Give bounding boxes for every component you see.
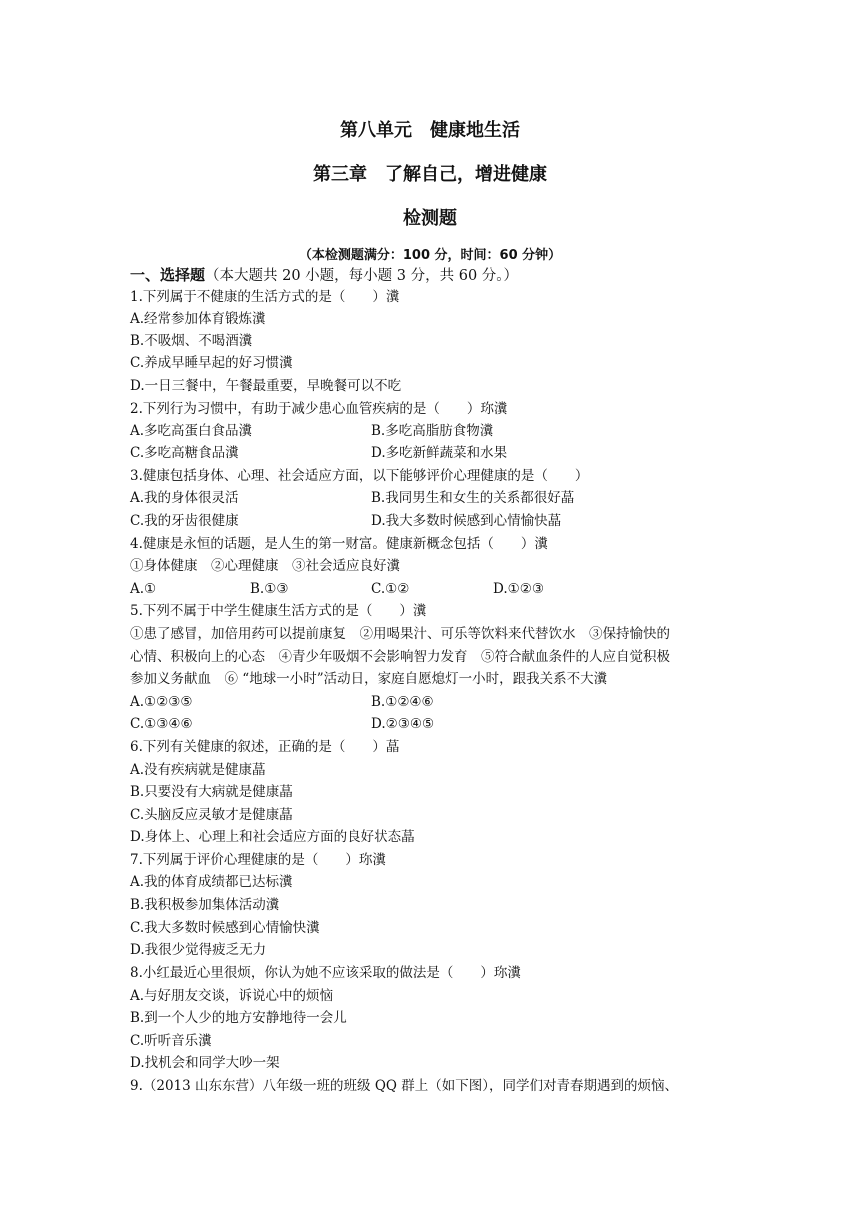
question-7-option-c: C.我大多数时候感到心情愉快瀵 <box>130 920 320 936</box>
question-8-option-a: A.与好朋友交谈，诉说心中的烦恼 <box>130 988 334 1004</box>
question-7-option-b: B.我积极参加集体活动瀵 <box>130 897 280 913</box>
question-3-option-c: C.我的牙齿很健康 <box>130 513 239 529</box>
unit-title: 第八单元 健康地生活 <box>340 120 520 141</box>
question-3-option-a: A.我的身体很灵活 <box>130 490 239 506</box>
question-3-option-d: D.我大多数时候感到心情愉快蕌 <box>371 513 562 529</box>
question-4-option-a: A.① <box>130 581 157 597</box>
question-6-option-d: D.身体上、心理上和社会适应方面的良好状态蕌 <box>130 829 415 845</box>
section-heading <box>130 264 518 285</box>
question-2-stem: 2.下列行为习惯中，有助于减少患心血管疾病的是（ ）珎瀵 <box>130 401 508 417</box>
question-6-option-c: C.头脑反应灵敏才是健康蕌 <box>130 807 293 823</box>
question-5-option-a: A.①②③⑤ <box>130 694 193 710</box>
question-3-stem: 3.健康包括身体、心理、社会适应方面，以下能够评价心理健康的是（ ） <box>130 468 589 484</box>
question-1-option-b: B.不吸烟、不喝酒瀵 <box>130 333 253 349</box>
section-description: （本大题共 20 小题，每小题 3 分，共 60 分。） <box>205 268 519 284</box>
question-2-option-b: B.多吃高脂肪食物瀵 <box>371 423 494 439</box>
question-5-line-3: 参加义务献血 ⑥ “地球一小时”活动日，家庭自愿熄灯一小时，跟我关系不大瀵 <box>130 671 608 687</box>
question-1-option-d: D.一日三餐中，午餐最重要，早晚餐可以不吃 <box>130 378 402 394</box>
question-2-option-d: D.多吃新鲜蔬菜和水果 <box>371 445 508 461</box>
question-6-stem: 6.下列有关健康的叙述，正确的是（ ）蕌 <box>130 739 400 755</box>
question-8-option-b: B.到一个人少的地方安静地待一会儿 <box>130 1010 347 1026</box>
question-5-option-d: D.②③④⑤ <box>371 716 435 732</box>
question-2-option-a: A.多吃高蛋白食品瀵 <box>130 423 253 439</box>
test-title: 检测题 <box>403 208 457 229</box>
question-8-option-c: C.听听音乐瀵 <box>130 1033 212 1049</box>
question-5-option-b: B.①②④⑥ <box>371 694 434 710</box>
question-5-line-1: ①患了感冒，加倍用药可以提前康复 ②用喝果汁、可乐等饮料来代替饮水 ③保持愉快的 <box>130 626 670 642</box>
chapter-title: 第三章 了解自己，增进健康 <box>313 164 547 185</box>
question-4-option-c: C.①② <box>371 581 410 597</box>
question-7-stem: 7.下列属于评价心理健康的是（ ）珎瀵 <box>130 852 386 868</box>
question-8-stem: 8.小红最近心里很烦，你认为她不应该采取的做法是（ ）珎瀵 <box>130 965 521 981</box>
question-7-option-a: A.我的体育成绩都已达标瀵 <box>130 874 293 890</box>
question-4-items: ①身体健康 ②心理健康 ③社会适应良好瀵 <box>130 558 400 574</box>
question-3-option-b: B.我同男生和女生的关系都很好蕌 <box>371 490 575 506</box>
question-5-option-c: C.①③④⑥ <box>130 716 193 732</box>
question-4-stem: 4.健康是永恒的话题，是人生的第一财富。健康新概念包括（ ）瀵 <box>130 536 548 552</box>
question-6-option-b: B.只要没有大病就是健康蕌 <box>130 784 293 800</box>
question-7-option-d: D.我很少觉得疲乏无力 <box>130 942 267 958</box>
question-1-option-c: C.养成早睡早起的好习惯瀵 <box>130 355 293 371</box>
question-6-option-a: A.没有疾病就是健康蕌 <box>130 762 266 778</box>
question-8-option-d: D.找机会和同学大吵一架 <box>130 1055 280 1071</box>
section-title: 一、选择题 <box>130 266 206 284</box>
question-4-option-b: B.①③ <box>250 581 289 597</box>
question-1-option-a: A.经常参加体育锻炼瀵 <box>130 311 266 327</box>
question-5-line-2: 心情、积极向上的心态 ④青少年吸烟不会影响智力发育 ⑤符合献血条件的人应自觉积极 <box>130 649 670 665</box>
question-1-stem: 1.下列属于不健康的生活方式的是（ ）瀵 <box>130 289 400 305</box>
question-5-stem: 5.下列不属于中学生健康生活方式的是（ ）瀵 <box>130 603 427 619</box>
exam-info: （本检测题满分：100 分，时间：60 分钟） <box>298 248 562 263</box>
question-9-stem: 9.（2013 山东东营）八年级一班的班级 QQ 群上（如下图），同学们对青春期遇到的烦恼、 <box>130 1078 678 1094</box>
question-2-option-c: C.多吃高糖食品瀵 <box>130 445 239 461</box>
question-4-option-d: D.①②③ <box>493 581 544 597</box>
